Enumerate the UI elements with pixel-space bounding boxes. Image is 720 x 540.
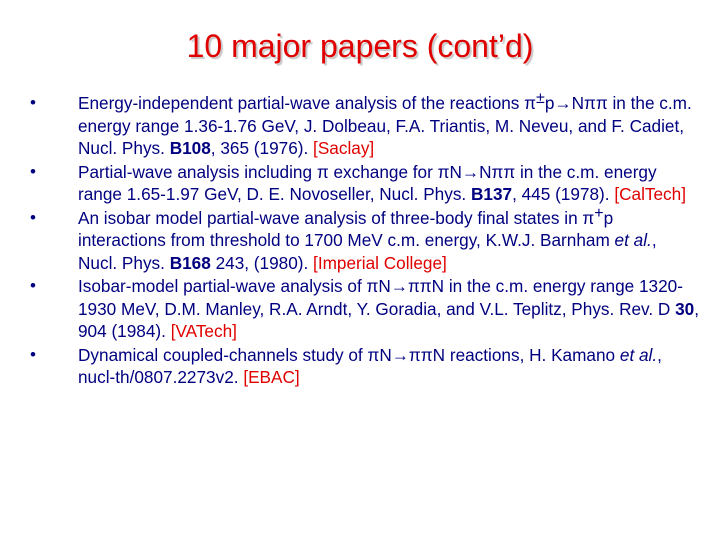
reference-text: Partial-wave analysis including π exchange for πN→Nππ in the c.m. energy range 1.65-1.97 GeV, D. E. Novoseller, Nucl. Phys. <box>78 161 657 204</box>
bullet-icon: • <box>30 93 36 112</box>
bullet-icon: • <box>30 207 36 227</box>
superscript: ± <box>536 90 545 107</box>
reference-text: An isobar model partial-wave analysis of three-body final states in π <box>78 207 595 228</box>
reference-text: Dynamical coupled-channels study of πN→ππN reactions, H. Kamano <box>78 344 620 365</box>
list-item <box>30 161 700 206</box>
list-item <box>30 204 700 275</box>
institution-label: [EBAC] <box>243 367 300 387</box>
institution-label: [VATech] <box>170 321 237 341</box>
institution-label: [Saclay] <box>313 138 375 158</box>
reference-list <box>30 92 700 390</box>
reference-text: p→Nππ in the c.m. energy range 1.36-1.76 GeV, J. Dolbeau, F.A. Triantis, M. Neveu, and F. Cadiet, Nucl. Phys. <box>78 93 692 158</box>
italic-text: et al. <box>619 344 658 365</box>
reference-text: , Nucl. Phys. <box>78 230 657 273</box>
institution-label: [CalTech] <box>614 184 686 204</box>
reference-text: , nucl-th/0807.2273v2. <box>78 344 662 387</box>
list-item <box>30 92 700 160</box>
list-item <box>30 344 700 389</box>
bullet-icon: • <box>30 161 36 181</box>
reference-text: , 445 (1978). <box>512 184 615 204</box>
page-title: 10 major papers (cont’d) <box>186 28 534 64</box>
italic-text: et al. <box>614 230 652 250</box>
reference-text: Isobar-model partial-wave analysis of πN→ππN in the c.m. energy range 1320-1930 MeV, D.M. Manley, R.A. Arndt, Y. Goradia, and V.L. Teplitz, Phys. Rev. D <box>78 276 683 319</box>
volume-number: B137 <box>470 184 513 204</box>
volume-number: 30 <box>675 298 695 319</box>
bullet-icon: • <box>30 276 36 295</box>
volume-number: B108 <box>169 138 211 158</box>
institution-label: [Imperial College] <box>313 252 447 273</box>
volume-number: B168 <box>169 252 211 273</box>
bullet-icon: • <box>30 344 36 364</box>
reference-text: 243, (1980). <box>210 252 314 273</box>
reference-text: p interactions from threshold to 1700 MeV c.m. energy, K.W.J. Barnham <box>78 207 615 250</box>
list-item <box>30 275 700 343</box>
reference-text: , 904 (1984). <box>78 298 699 341</box>
reference-text: , 365 (1976). <box>210 138 314 158</box>
reference-text: Energy-independent partial-wave analysis of the reactions π <box>78 93 537 113</box>
superscript: + <box>594 204 604 222</box>
